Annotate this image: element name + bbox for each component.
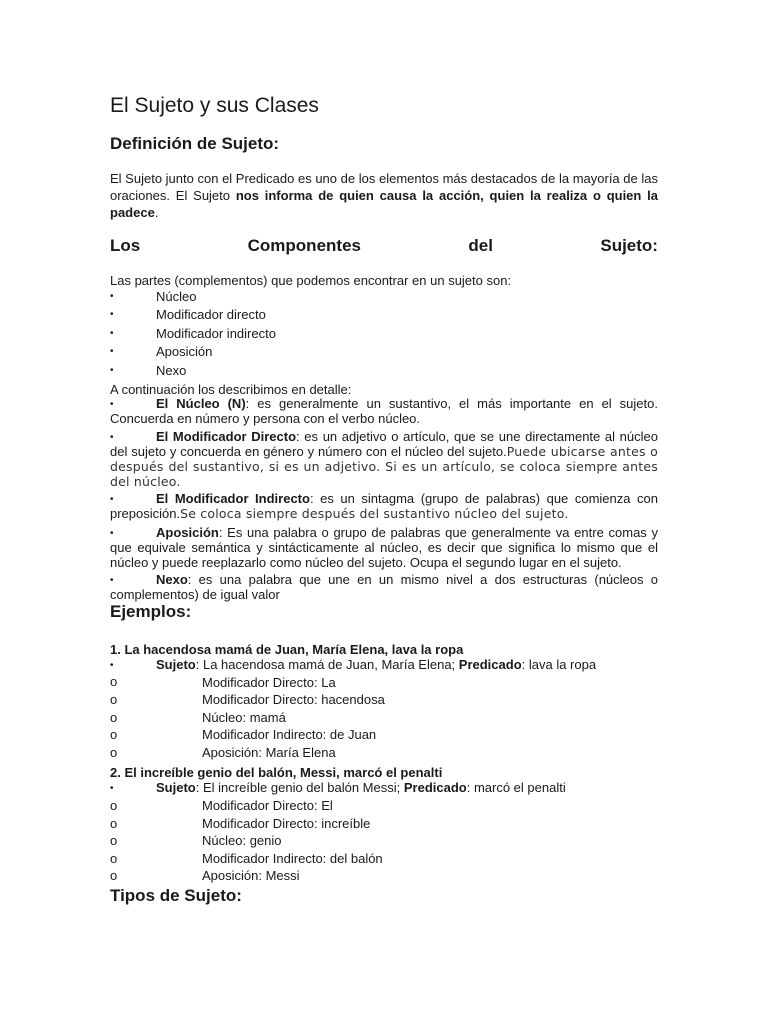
detalle-intro: A continuación los describimos en detalle: xyxy=(110,382,352,397)
tipos-heading: Tipos de Sujeto: xyxy=(110,886,242,905)
list-item: Núcleo: genio xyxy=(202,833,282,848)
sub-bullet: o xyxy=(110,745,118,760)
bullet: • xyxy=(110,494,114,505)
ejemplo1-sujeto: Sujeto: La hacendosa mamá de Juan, María Elena; Predicado: lava la ropa xyxy=(156,657,597,672)
bullet: • xyxy=(110,328,114,339)
detalle-modificador-directo: El Modificador Directo: es un adjetivo o artículo, que se une directamente al núcleo del sujeto y concuerda en género y número con el núcleo del sujeto.Puede ubicarse antes o después del sustantivo, si es un adjetivo. Si es un artículo, se coloca siempre antes del núcleo. xyxy=(110,429,658,489)
definicion-bold: nos informa de quien causa la acción, quien la realiza o quien la padece xyxy=(110,188,658,220)
list-item: Núcleo: mamá xyxy=(202,710,286,725)
detalle-nucleo: El Núcleo (N): es generalmente un sustantivo, el más importante en el sujeto. Concuerda en número y persona con el verbo núcleo. xyxy=(110,396,658,426)
bullet: • xyxy=(110,309,114,320)
sub-bullet: o xyxy=(110,674,118,689)
bullet: • xyxy=(110,365,114,376)
list-item: Núcleo xyxy=(156,289,197,304)
componentes-heading: Los Componentes del Sujeto: xyxy=(110,236,658,255)
bullet: • xyxy=(110,783,114,794)
detalle-aposicion: Aposición: Es una palabra o grupo de palabras que generalmente va entre comas y que equivale semántica y sintácticamente al núcleo, es decir que significa lo mismo que el núcleo y puede reeplazarlo como núcleo del sujeto. Ocupa el segundo lugar en el sujeto. xyxy=(110,525,658,570)
list-item: Aposición xyxy=(156,344,213,359)
partes-intro: Las partes (complementos) que podemos encontrar en un sujeto son: xyxy=(110,273,512,288)
sub-bullet: o xyxy=(110,727,118,742)
list-item: Modificador Directo: increíble xyxy=(202,816,371,831)
ejemplo2-sujeto: Sujeto: El increíble genio del balón Messi; Predicado: marcó el penalti xyxy=(156,780,566,795)
sub-bullet: o xyxy=(110,798,118,813)
bullet: • xyxy=(110,399,114,410)
sub-bullet: o xyxy=(110,833,118,848)
detalle-nexo: Nexo: es una palabra que une en un mismo nivel a dos estructuras (núcleos o complementos) de igual valor xyxy=(110,572,658,602)
bullet: • xyxy=(110,660,114,671)
ejemplos-heading: Ejemplos: xyxy=(110,602,192,621)
list-item: Modificador Directo: La xyxy=(202,675,336,690)
list-item: Modificador Indirecto: del balón xyxy=(202,851,383,866)
definicion-paragraph: El Sujeto junto con el Predicado es uno de los elementos más destacados de la mayoría de las oraciones. El Sujeto nos informa de quien causa la acción, quien la realiza o quien la padece. xyxy=(110,171,658,220)
ejemplo2-title: 2. El increíble genio del balón, Messi, marcó el penalti xyxy=(110,765,443,780)
list-item: Modificador Directo: hacendosa xyxy=(202,692,385,707)
list-item: Modificador indirecto xyxy=(156,326,276,341)
sub-bullet: o xyxy=(110,692,118,707)
definicion-heading: Definición de Sujeto: xyxy=(110,134,280,153)
list-item: Aposición: María Elena xyxy=(202,745,336,760)
sub-bullet: o xyxy=(110,710,118,725)
ejemplo1-title: 1. La hacendosa mamá de Juan, María Elena, lava la ropa xyxy=(110,642,464,657)
list-item: Aposición: Messi xyxy=(202,868,300,883)
bullet: • xyxy=(110,291,114,302)
sub-bullet: o xyxy=(110,816,118,831)
list-item: Modificador directo xyxy=(156,307,266,322)
list-item: Modificador Indirecto: de Juan xyxy=(202,727,377,742)
list-item: Nexo xyxy=(156,363,187,378)
bullet: • xyxy=(110,528,114,539)
bullet: • xyxy=(110,575,114,586)
sub-bullet: o xyxy=(110,868,118,883)
detalle-modificador-indirecto: El Modificador Indirecto: es un sintagma (grupo de palabras) que comienza con preposición.Se coloca siempre después del sustantivo núcleo del sujeto. xyxy=(110,491,658,521)
bullet: • xyxy=(110,346,114,357)
sub-bullet: o xyxy=(110,851,118,866)
page-title: El Sujeto y sus Clases xyxy=(110,94,319,117)
list-item: Modificador Directo: El xyxy=(202,798,333,813)
bullet: • xyxy=(110,432,114,443)
